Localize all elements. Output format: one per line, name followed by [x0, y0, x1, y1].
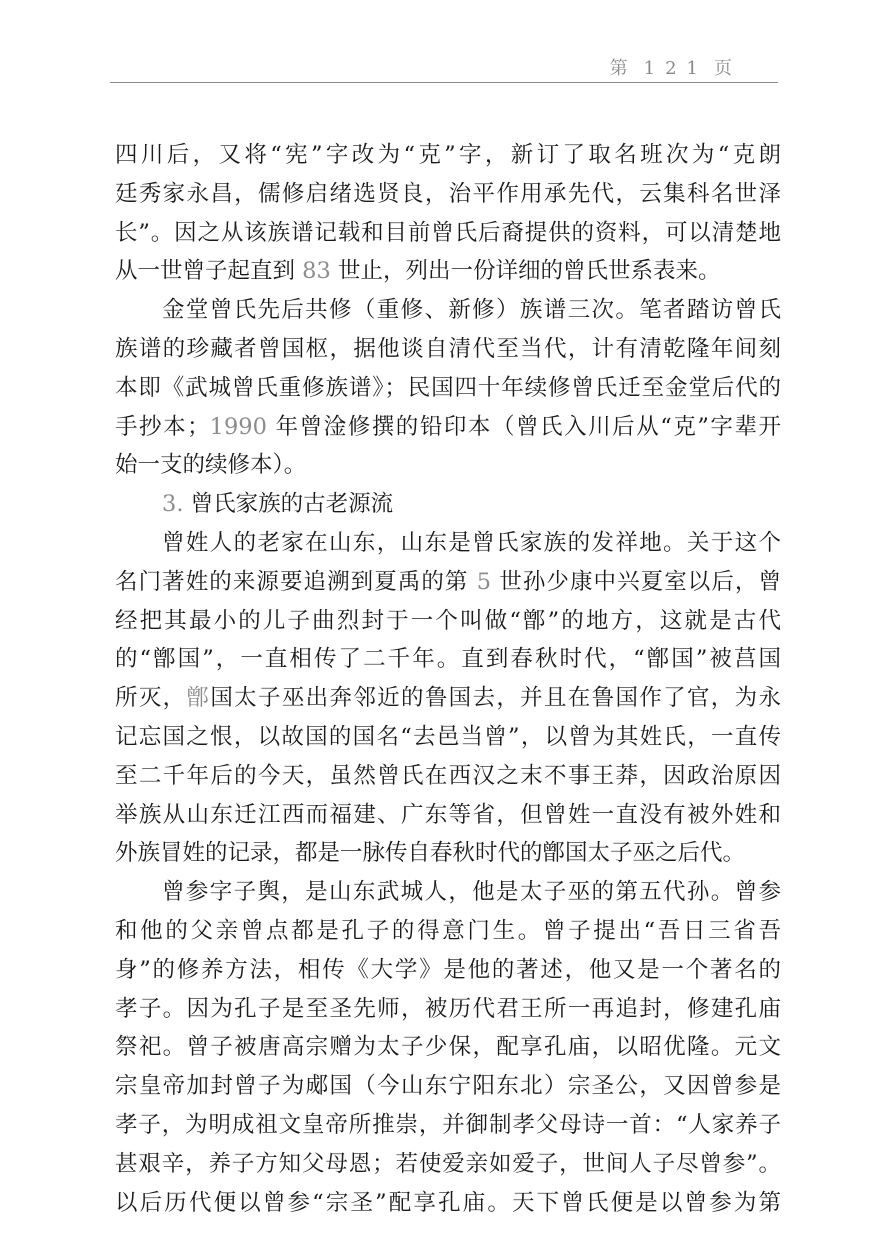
text-line: 至二千年后的今天，虽然曾氏在西汉之末不事王莽，因政治原因: [115, 762, 781, 789]
text-line: 本即《武城曾氏重修族谱》；民国四十年续修曾氏迁至金堂后代的: [115, 374, 781, 401]
text-line: 和他的父亲曾点都是孔子的得意门生。曾子提出“吾日三省吾: [115, 917, 781, 944]
text-line: 宗皇帝加封曾子为郕国（今山东宁阳东北）宗圣公，又因曾参是: [115, 1073, 781, 1100]
page-header: [110, 52, 778, 83]
text-line: 族谱的珍藏者曾国枢，据他谈自清代至当代，计有清乾隆年间刻: [115, 335, 781, 362]
text-line: 长”。因之从该族谱记载和目前曾氏后裔提供的资料，可以清楚地: [115, 219, 781, 246]
text-line: 手抄本；1990 年曾淦修撰的铅印本（曾氏入川后从“克”字辈开: [115, 413, 781, 440]
text-line: 曾姓人的老家在山东，山东是曾氏家族的发祥地。关于这个: [162, 529, 781, 556]
text-line: 甚艰辛，养子方知父母恩；若使爱亲如爱子，世间人子尽曾参”。: [115, 1150, 781, 1177]
text-line: 从一世曾子起直到 83 世止，列出一份详细的曾氏世系表来。: [115, 258, 721, 285]
page-number: [610, 54, 742, 80]
text-line: 四川后，又将“宪”字改为“克”字，新订了取名班次为“克朗: [115, 142, 781, 168]
text-line: 祭祀。曾子被唐高宗赠为太子少保，配享孔庙，以昭优隆。元文: [115, 1034, 781, 1061]
text-line: 经把其最小的儿子曲烈封于一个叫做“鄫”的地方，这就是古代: [115, 607, 781, 634]
text-line: 所灭，鄫国太子巫出奔邻近的鲁国去，并且在鲁国作了官，为永: [115, 685, 781, 712]
text-line: 廷秀家永昌，儒修启绪选贤良，治平作用承先代，云集科名世泽: [115, 180, 781, 207]
page-number-value: 121: [643, 58, 708, 79]
text-line: 记忘国之恨，以故国的国名“去邑当曾”，以曾为其姓氏，一直传: [115, 723, 781, 750]
text-line: 始一支的续修本）。: [115, 452, 307, 479]
text-line: 身”的修养方法，相传《大学》是他的著述，他又是一个著名的: [115, 956, 781, 983]
text-line: 孝子，为明成祖文皇帝所推崇，并御制孝父母诗一首：“人家养子: [115, 1111, 781, 1138]
text-line: 的“鄫国”，一直相传了二千年。直到春秋时代，“鄫国”被莒国: [115, 646, 781, 673]
body-text: [115, 136, 781, 1222]
text-line: 曾参字子舆，是山东武城人，他是太子巫的第五代孙。曾参: [162, 879, 781, 906]
text-line: 名门著姓的来源要追溯到夏禹的第 5 世孙少康中兴夏室以后，曾: [115, 568, 781, 595]
text-line: 以后历代便以曾参“宗圣”配享孔庙。天下曾氏便是以曾参为第: [115, 1189, 781, 1216]
text-line: 金堂曾氏先后共修（重修、新修）族谱三次。笔者踏访曾氏: [162, 297, 781, 324]
text-line: 外族冒姓的记录，都是一脉传自春秋时代的鄫国太子巫之后代。: [115, 840, 746, 867]
page-number-suffix: 页: [714, 58, 742, 79]
section-heading: 3. 曾氏家族的古老源流: [162, 491, 394, 518]
page-number-prefix: 第: [609, 58, 638, 79]
text-line: 孝子。因为孔子是至圣先师，被历代君王所一再追封，修建孔庙: [115, 995, 781, 1022]
text-line: 举族从山东迁江西而福建、广东等省，但曾姓一直没有被外姓和: [115, 801, 781, 828]
